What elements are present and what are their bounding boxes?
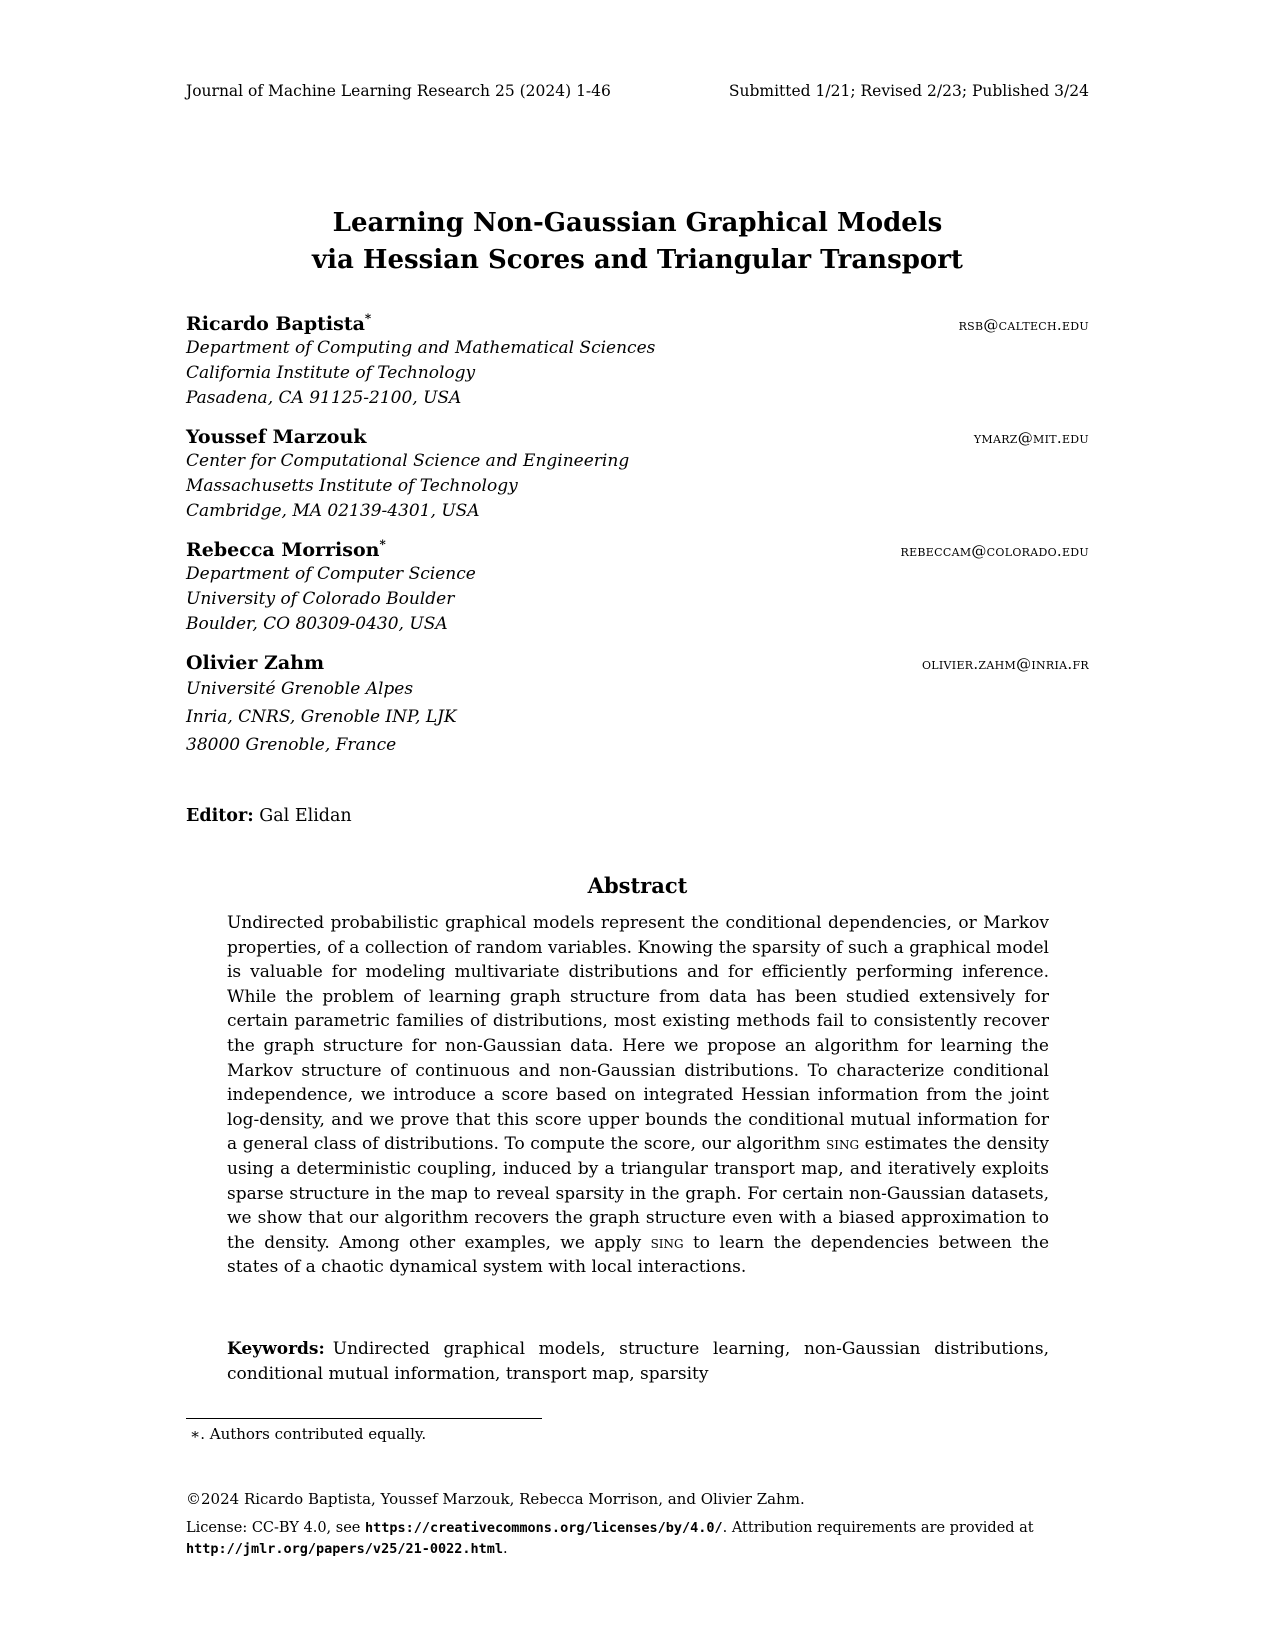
author-name: Youssef Marzouk <box>186 426 367 448</box>
keywords-text: Undirected graphical models, structure learning, non-Gaussian distributions, conditional mutual information, transport map, sparsity <box>227 1339 1049 1384</box>
author-department: Université Grenoble Alpes <box>186 679 414 699</box>
editor-label: Editor: <box>186 806 254 826</box>
author-entry <box>186 312 1089 411</box>
footnote <box>190 1425 426 1443</box>
author-name: Olivier Zahm <box>186 652 325 674</box>
author-name: Ricardo Baptista* <box>186 311 372 335</box>
author-department: Department of Computing and Mathematical Sciences <box>186 338 656 358</box>
author-email: olivier.zahm@inria.fr <box>921 655 1089 673</box>
footnote-text: Authors contributed equally. <box>209 1425 427 1443</box>
author-department: Center for Computational Science and Engineering <box>186 451 630 471</box>
attribution-link[interactable]: http://jmlr.org/papers/v25/21-0022.html <box>186 1541 503 1557</box>
author-email: rsb@caltech.edu <box>958 316 1089 334</box>
algorithm-name: sing <box>650 1232 684 1253</box>
algorithm-name: sing <box>826 1134 860 1155</box>
title-line-1: Learning Non-Gaussian Graphical Models <box>332 208 943 238</box>
paper-title <box>186 205 1089 279</box>
author-institution: Inria, CNRS, Grenoble INP, LJK <box>186 707 457 727</box>
author-address: Cambridge, MA 02139-4301, USA <box>186 501 480 521</box>
equal-contribution-mark: * <box>379 537 386 552</box>
equal-contribution-mark: * <box>364 311 372 326</box>
author-address: Pasadena, CA 91125-2100, USA <box>186 388 462 408</box>
author-address: Boulder, CO 80309-0430, USA <box>186 614 448 634</box>
keywords <box>227 1337 1049 1386</box>
running-head <box>186 82 1089 100</box>
abstract-heading: Abstract <box>587 873 688 898</box>
footnote-mark: ∗. <box>190 1425 205 1443</box>
copyright-notice: ©2024 Ricardo Baptista, Youssef Marzouk, Rebecca Morrison, and Olivier Zahm. <box>186 1490 805 1508</box>
author-address: 38000 Grenoble, France <box>186 735 397 755</box>
author-institution: Massachusetts Institute of Technology <box>186 476 518 496</box>
author-email: ymarz@mit.edu <box>973 429 1089 447</box>
author-institution: University of Colorado Boulder <box>186 589 455 609</box>
license-notice: License: CC-BY 4.0, see https://creativecommons.org/licenses/by/4.0/. Attribution requirements are provided at http://jmlr.org/papers/v25/21-0022.html. <box>186 1520 1034 1557</box>
journal-citation: Journal of Machine Learning Research 25 (2024) 1-46 <box>186 82 611 100</box>
keywords-label: Keywords: <box>227 1339 325 1359</box>
abstract-body: Undirected probabilistic graphical models represent the conditional dependencies, or Markov properties, of a collection of random variables. Knowing the sparsity of such a graphical model is valuable for modeling multivariate distributions and for efficiently performing inference. While the problem of learning graph structure from data has been studied extensively for certain parametric families of distributions, most existing methods fail to consistently recover the graph structure for non-Gaussian data. Here we propose an algorithm for learning the Markov structure of continuous and non-Gaussian distributions. To characterize conditional independence, we introduce a score based on integrated Hessian information from the joint log-density, and we prove that this score upper bounds the conditional mutual information for a general class of distributions. To compute the score, our algorithm sing estimates the density using a deterministic coupling, induced by a triangular transport map, and iteratively exploits sparse structure in the map to reveal sparsity in the graph. For certain non-Gaussian datasets, we show that our algorithm recovers the graph structure even with a biased approximation to the density. Among other examples, we apply sing to learn the dependencies between the states of a chaotic dynamical system with local interactions. <box>227 913 1050 1278</box>
author-department: Department of Computer Science <box>186 564 476 584</box>
editor-line <box>186 806 352 826</box>
author-email: rebeccam@colorado.edu <box>900 542 1089 560</box>
author-entry <box>186 651 1089 759</box>
editor-name: Gal Elidan <box>259 806 352 826</box>
author-entry <box>186 425 1089 524</box>
author-institution: California Institute of Technology <box>186 363 476 383</box>
footnote-divider <box>186 1418 542 1419</box>
author-entry <box>186 538 1089 637</box>
author-block <box>186 312 1089 773</box>
submission-dates: Submitted 1/21; Revised 2/23; Published 3/24 <box>728 82 1089 100</box>
title-line-2: via Hessian Scores and Triangular Transport <box>312 245 963 275</box>
author-name: Rebecca Morrison* <box>186 537 386 561</box>
license-link[interactable]: https://creativecommons.org/licenses/by/4.0/ <box>365 1520 723 1536</box>
